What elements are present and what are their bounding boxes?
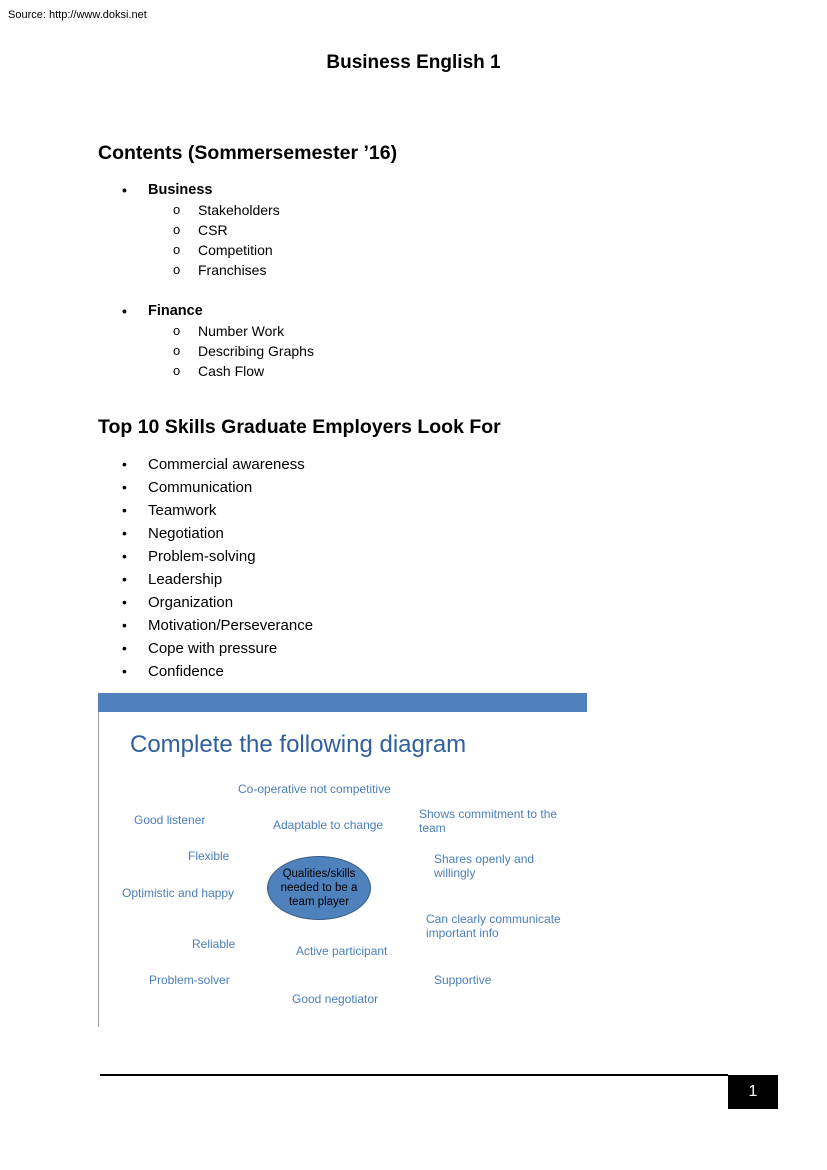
- circle-bullet-icon: o: [173, 202, 181, 217]
- item-label: CSR: [198, 222, 228, 238]
- circle-bullet-icon: o: [173, 363, 181, 378]
- word-reliable: Reliable: [192, 937, 236, 951]
- word-problem-solver: Problem-solver: [149, 973, 230, 987]
- bullet-icon: •: [122, 456, 127, 472]
- slide-title: Complete the following diagram: [130, 731, 467, 758]
- list-item: [148, 321, 698, 341]
- list-item: [148, 200, 698, 220]
- list-item: [98, 301, 698, 381]
- footer-rule: [100, 1074, 728, 1076]
- word-commitment: Shows commitment to the team: [419, 807, 558, 835]
- word-adaptable: Adaptable to change: [273, 818, 384, 832]
- bullet-icon: •: [122, 663, 127, 679]
- skills-heading: Top 10 Skills Graduate Employers Look For: [98, 416, 501, 438]
- page-number: 1: [728, 1075, 778, 1109]
- section-label: Business: [148, 182, 213, 198]
- word-cooperative: Co-operative not competitive: [238, 782, 391, 796]
- item-label: Problem-solving: [148, 548, 256, 565]
- list-item: [148, 220, 698, 240]
- circle-bullet-icon: o: [173, 242, 181, 257]
- item-label: Motivation/Perseverance: [148, 617, 314, 634]
- item-label: Commercial awareness: [148, 456, 305, 473]
- item-label: Cope with pressure: [148, 640, 278, 657]
- skills-list: [98, 453, 698, 683]
- center-oval: [267, 856, 371, 920]
- circle-bullet-icon: o: [173, 262, 181, 277]
- slide-header-bar: [98, 693, 587, 712]
- item-label: Organization: [148, 594, 234, 611]
- list-item: [98, 568, 698, 591]
- list-item: [98, 545, 698, 568]
- word-negotiator: Good negotiator: [292, 992, 379, 1006]
- word-optimistic: Optimistic and happy: [122, 886, 235, 900]
- circle-bullet-icon: o: [173, 222, 181, 237]
- item-label: Describing Graphs: [198, 343, 314, 359]
- list-item: [98, 476, 698, 499]
- list-item: [148, 361, 698, 381]
- word-active: Active participant: [296, 944, 388, 958]
- item-label: Leadership: [148, 571, 223, 588]
- contents-list: [98, 180, 698, 381]
- item-label: Teamwork: [148, 502, 217, 519]
- slide-border: [98, 712, 99, 1027]
- item-label: Stakeholders: [198, 202, 280, 218]
- item-label: Competition: [198, 242, 273, 258]
- circle-bullet-icon: o: [173, 323, 181, 338]
- list-item: [98, 660, 698, 683]
- list-item: [148, 341, 698, 361]
- bullet-icon: •: [122, 303, 127, 319]
- list-item: [148, 260, 698, 280]
- bullet-icon: •: [122, 502, 127, 518]
- word-good-listener: Good listener: [134, 813, 206, 827]
- bullet-icon: •: [122, 571, 127, 587]
- item-label: Negotiation: [148, 525, 224, 542]
- sublist: [148, 200, 698, 280]
- word-shares: Shares openly and willingly: [434, 852, 535, 880]
- list-item: [98, 453, 698, 476]
- item-label: Franchises: [198, 262, 267, 278]
- word-communicate: Can clearly communicate important info: [426, 912, 561, 940]
- contents-heading: Contents (Sommersemester ’16): [98, 142, 398, 164]
- list-item: [98, 522, 698, 545]
- list-item: [98, 591, 698, 614]
- item-label: Cash Flow: [198, 363, 265, 379]
- word-supportive: Supportive: [434, 973, 492, 987]
- item-label: Number Work: [198, 323, 285, 339]
- list-item: [98, 637, 698, 660]
- list-item: [98, 180, 698, 280]
- bullet-icon: •: [122, 548, 127, 564]
- list-item: [148, 240, 698, 260]
- bullet-icon: •: [122, 594, 127, 610]
- section-label: Finance: [148, 303, 203, 319]
- circle-bullet-icon: o: [173, 343, 181, 358]
- word-flexible: Flexible: [188, 849, 230, 863]
- bullet-icon: •: [122, 479, 127, 495]
- list-item: [98, 614, 698, 637]
- sublist: [148, 321, 698, 381]
- item-label: Confidence: [148, 663, 224, 680]
- list-item: [98, 499, 698, 522]
- center-label: Qualities/skills needed to be a team player: [280, 868, 358, 908]
- document-title: Business English 1: [326, 52, 501, 73]
- bullet-icon: •: [122, 640, 127, 656]
- bullet-icon: •: [122, 182, 127, 198]
- bullet-icon: •: [122, 617, 127, 633]
- item-label: Communication: [148, 479, 253, 496]
- source-note: Source: http://www.doksi.net: [8, 9, 147, 21]
- bullet-icon: •: [122, 525, 127, 541]
- diagram-slide: [98, 693, 587, 1027]
